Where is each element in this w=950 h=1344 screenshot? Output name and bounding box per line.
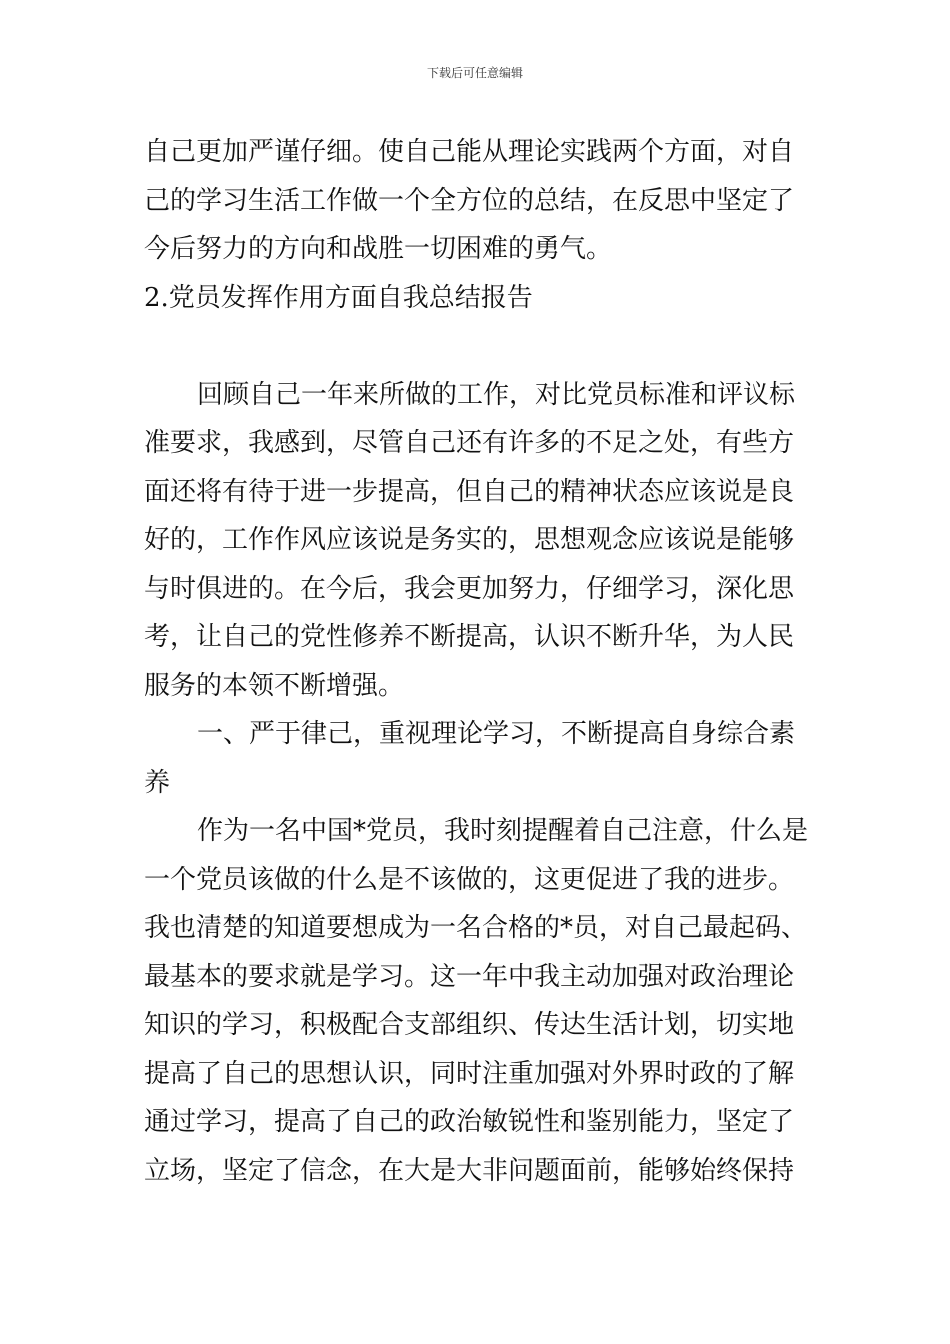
body-line: 立场，坚定了信念，在大是大非问题面前，能够始终保持 <box>144 1155 795 1186</box>
page-header: 下载后可任意编辑 <box>426 66 523 80</box>
paragraph-start: 作为一名中国*党员，我时刻提醒着自己注意，什么是 <box>197 816 809 846</box>
body-line: 考，让自己的党性修养不断提高，认识不断升华，为人民 <box>144 622 795 652</box>
body-line: 知识的学习，积极配合支部组织、传达生活计划，切实地 <box>144 1010 795 1040</box>
subsection-heading-continued: 养 <box>144 767 171 798</box>
paragraph-start: 回顾自己一年来所做的工作，对比党员标准和评议标 <box>197 379 796 410</box>
body-line: 与时俱进的。在今后，我会更加努力，仔细学习，深化思 <box>144 573 795 604</box>
document-body <box>144 128 808 1195</box>
body-line: 准要求，我感到，尽管自己还有许多的不足之处，有些方 <box>144 428 795 458</box>
blank-line <box>144 322 808 371</box>
body-line: 服务的本领不断增强。 <box>144 670 405 701</box>
body-line: 今后努力的方向和战胜一切困难的勇气。 <box>144 234 613 264</box>
subsection-heading: 一、严于律己，重视理论学习，不断提高自身综合素 <box>197 719 796 749</box>
body-line: 面还将有待于进一步提高，但自己的精神状态应该说是良 <box>144 476 795 507</box>
body-line: 提高了自己的思想认识，同时注重加强对外界时政的了解 <box>144 1058 795 1089</box>
body-line: 我也清楚的知道要想成为一名合格的*员，对自己最起码、 <box>144 913 808 943</box>
section-heading: 2.党员发挥作用方面自我总结报告 <box>144 282 533 313</box>
body-line: 自己更加严谨仔细。使自己能从理论实践两个方面，对自 <box>144 137 795 167</box>
body-line: 好的，工作作风应该说是务实的，思想观念应该说是能够 <box>144 525 795 555</box>
body-line: 己的学习生活工作做一个全方位的总结，在反思中坚定了 <box>144 185 795 216</box>
body-line: 最基本的要求就是学习。这一年中我主动加强对政治理论 <box>144 961 795 992</box>
body-line: 通过学习，提高了自己的政治敏锐性和鉴别能力，坚定了 <box>144 1107 795 1137</box>
body-line: 一个党员该做的什么是不该做的，这更促进了我的进步。 <box>144 864 795 895</box>
